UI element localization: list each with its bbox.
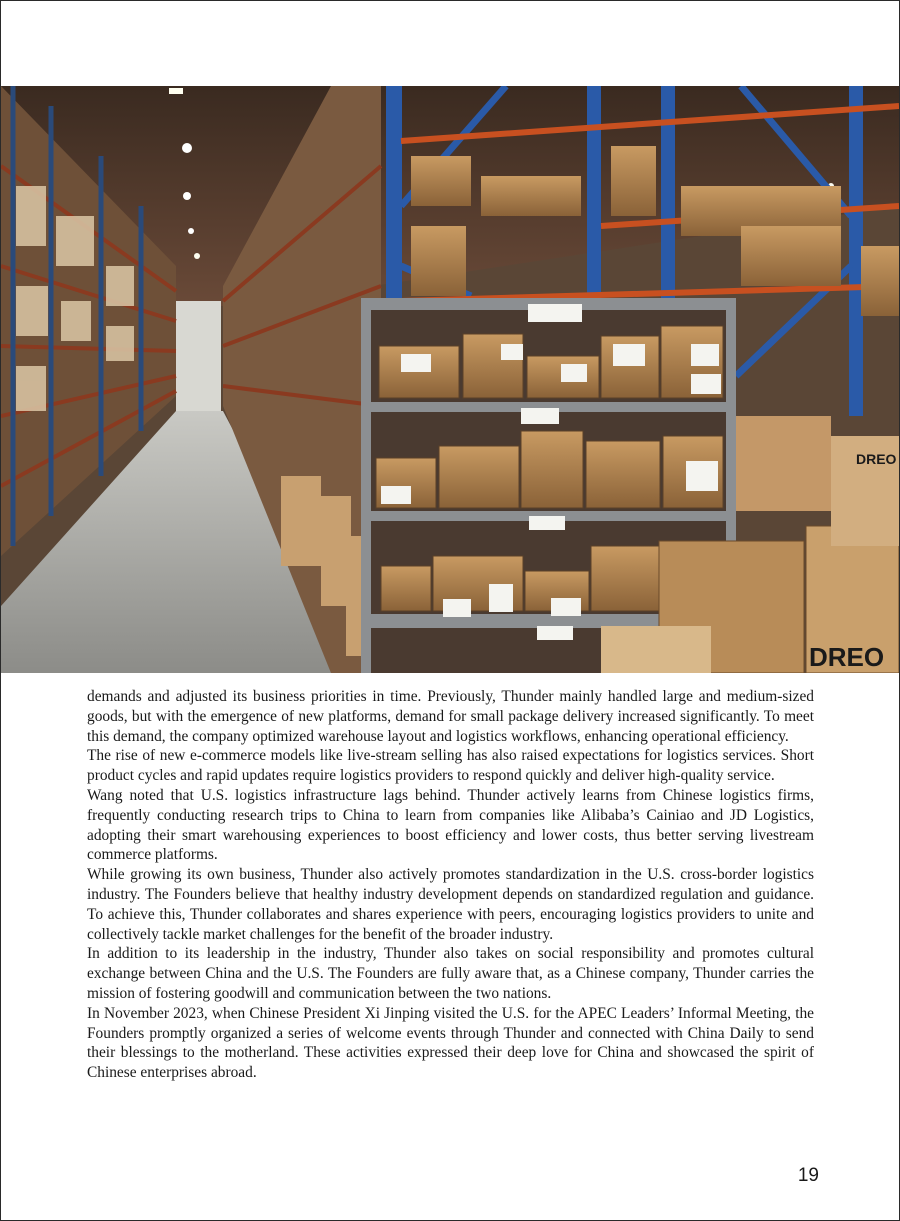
page-number: 19 [797,1165,819,1186]
box-brand-label: DREO [809,642,885,672]
paragraph: In November 2023, when Chinese President Xi Jinping visited the U.S. for the APEC Leaders’ Informal Meeting, the Founders promptly organized a series of welcome events through Thunder and connected with China Daily to send their blessings to the motherland. These activities expressed their deep love for China and showcased the spirit of Chinese enterprises abroad. [87,1004,814,1082]
box-brand-label-small: DREO [856,451,897,467]
article-body [87,687,814,1083]
paragraph: demands and adjusted its business priorities in time. Previously, Thunder mainly handled large and medium-sized goods, but with the emergence of new platforms, demand for small package delivery increased significantly. To meet this demand, the company optimized warehouse layout and logistics workflows, enhancing operational efficiency. [87,688,814,745]
paragraph: Wang noted that U.S. logistics infrastructure lags behind. Thunder actively learns from Chinese logistics firms, frequently conducting research trips to China to learn from companies like Alibaba’s Cainiao and JD Logistics, adopting their smart warehousing experiences to boost efficiency and lower costs, thus better serving livestream commerce platforms. [87,786,814,864]
paragraph: The rise of new e-commerce models like live-stream selling has also raised expectations for logistics services. Short product cycles and rapid updates require logistics providers to respond quickly and deliver high-quality service. [87,747,814,785]
paragraph: In addition to its leadership in the industry, Thunder also takes on social responsibility and promotes cultural exchange between China and the U.S. The Founders are fully aware that, as a Chinese company, Thunder carries the mission of fostering goodwill and communication between the two nations. [87,945,814,1002]
warehouse-photo [1,86,899,673]
warehouse-illustration [1,86,899,673]
paragraph: While growing its own business, Thunder also actively promotes standardization in the U.S. cross-border logistics industry. The Founders believe that healthy industry development depends on standardized regulation and guidance. To achieve this, Thunder collaborates and shares experience with peers, encouraging logistics providers to unite and collectively tackle market challenges for the benefit of the broader industry. [87,866,814,943]
